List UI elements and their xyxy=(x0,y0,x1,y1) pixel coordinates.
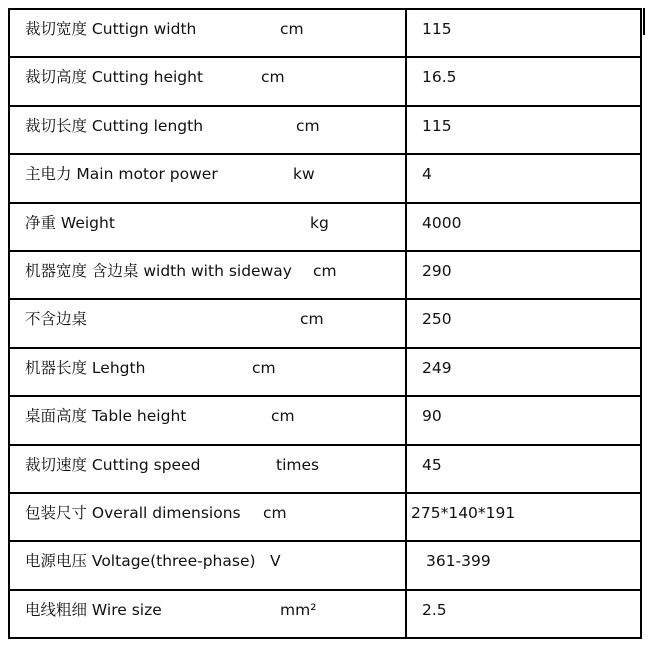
table-row xyxy=(9,9,641,57)
spec-label-cell xyxy=(9,251,406,299)
spec-value-cell xyxy=(406,9,641,57)
table-row xyxy=(9,396,641,444)
table-row xyxy=(9,541,641,589)
spec-value-cell xyxy=(406,396,641,444)
spec-value-cell xyxy=(406,541,641,589)
spec-label: 裁切高度 Cutting height xyxy=(25,68,204,87)
spec-unit: cm xyxy=(313,261,337,280)
spec-unit: cm xyxy=(261,68,285,87)
spec-label: 电源电压 Voltage(three-phase) xyxy=(25,552,256,571)
spec-unit: kg xyxy=(310,213,329,232)
spec-value: 290 xyxy=(422,261,452,280)
spec-value: 249 xyxy=(422,358,452,377)
spec-value: 2.5 xyxy=(422,600,447,619)
spec-label: 机器长度 Lehgth xyxy=(25,358,146,377)
spec-unit: cm xyxy=(280,20,304,38)
spec-value-cell xyxy=(406,106,641,154)
spec-value-cell xyxy=(406,348,641,396)
table-row xyxy=(9,493,641,541)
spec-unit: cm xyxy=(271,407,295,426)
spec-value: 115 xyxy=(422,116,452,135)
spec-value-cell xyxy=(406,493,641,541)
spec-label-cell xyxy=(9,299,406,347)
spec-label-cell xyxy=(9,348,406,396)
table-row xyxy=(9,299,641,347)
spec-unit: cm xyxy=(263,503,287,522)
table-row xyxy=(9,203,641,251)
spec-value: 250 xyxy=(422,310,452,329)
spec-label-cell xyxy=(9,445,406,493)
spec-value: 16.5 xyxy=(422,68,457,87)
spec-label: 桌面高度 Table height xyxy=(25,407,187,426)
spec-label: 电线粗细 Wire size xyxy=(25,600,162,619)
spec-value: 275*140*191 xyxy=(411,503,516,522)
spec-value-cell xyxy=(406,590,641,638)
table-row xyxy=(9,106,641,154)
table-row xyxy=(9,348,641,396)
spec-label: 裁切宽度 Cuttign width xyxy=(25,20,197,38)
spec-value-cell xyxy=(406,299,641,347)
table-row xyxy=(9,154,641,202)
spec-value: 90 xyxy=(422,407,442,426)
spec-label: 机器宽度 含边桌 width with sideway xyxy=(25,261,292,280)
spec-value-cell xyxy=(406,251,641,299)
spec-value: 4 xyxy=(422,165,432,184)
spec-label-cell xyxy=(9,493,406,541)
spec-value-cell xyxy=(406,57,641,105)
spec-unit: V xyxy=(270,552,281,571)
spec-unit: cm xyxy=(300,310,324,329)
spec-value-cell xyxy=(406,203,641,251)
spec-label: 不含边桌 xyxy=(25,310,88,329)
table-row xyxy=(9,57,641,105)
spec-unit: cm xyxy=(296,116,320,135)
spec-value-cell xyxy=(406,154,641,202)
spec-value: 4000 xyxy=(422,213,462,232)
spec-label: 净重 Weight xyxy=(25,213,115,232)
spec-label: 裁切速度 Cutting speed xyxy=(25,455,201,474)
spec-unit: mm² xyxy=(280,600,317,619)
spec-label: 裁切长度 Cutting length xyxy=(25,116,204,135)
spec-label-cell xyxy=(9,396,406,444)
spec-unit: kw xyxy=(293,165,315,184)
spec-unit: cm xyxy=(252,358,276,377)
spec-unit: times xyxy=(276,455,320,474)
spec-value: 361-399 xyxy=(426,552,491,571)
page-edge-mark xyxy=(643,8,645,35)
spec-label: 包装尺寸 Overall dimensions xyxy=(25,503,241,522)
spec-label-cell xyxy=(9,9,406,57)
table-row xyxy=(9,590,641,638)
spec-label-cell xyxy=(9,541,406,589)
spec-label: 主电力 Main motor power xyxy=(25,165,218,184)
spec-value-cell xyxy=(406,445,641,493)
spec-label-cell xyxy=(9,203,406,251)
spec-table xyxy=(8,8,642,639)
spec-value: 45 xyxy=(422,455,442,474)
spec-label-cell xyxy=(9,590,406,638)
spec-label-cell xyxy=(9,106,406,154)
spec-label-cell xyxy=(9,154,406,202)
table-row xyxy=(9,251,641,299)
spec-value: 115 xyxy=(422,20,452,38)
spec-label-cell xyxy=(9,57,406,105)
table-row xyxy=(9,445,641,493)
